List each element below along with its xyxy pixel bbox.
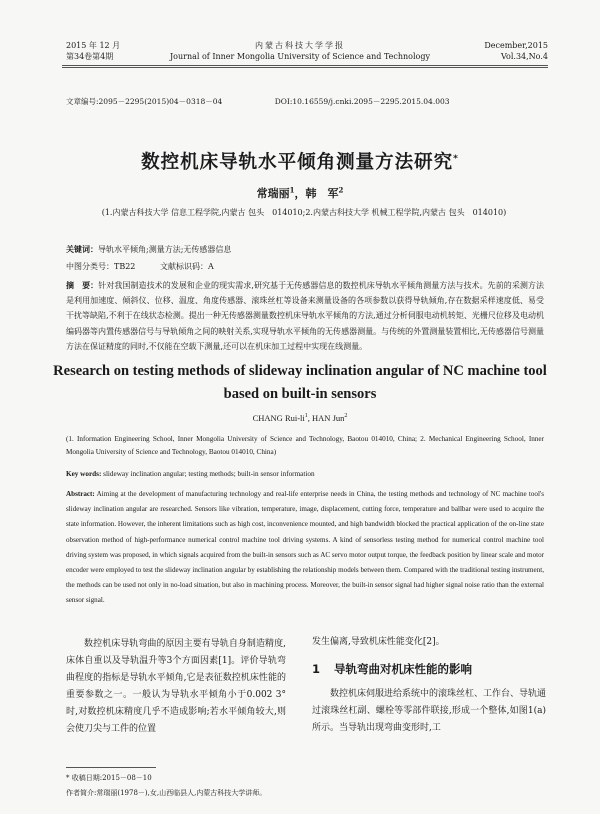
section-title: 导轨弯曲对机床性能的影响 xyxy=(334,662,472,676)
keywords-en xyxy=(66,470,544,478)
keywords-en-text: slideway inclination angular; testing methods; built-in sensor information xyxy=(103,470,315,478)
author-en-separator: , xyxy=(307,413,310,423)
header-volume: 第34卷第4期 xyxy=(66,52,114,61)
body-left-column xyxy=(66,636,286,738)
keywords-cn xyxy=(66,244,542,255)
abstract-en-text: Aiming at the development of manufacturing technology and real-life enterprise needs in China, the testing methods and technology of NC machine tool's slideway inclination angular are researched. Sensors like vibration, temperature, image, displacement, cutting force, temperature and ballbar were used to acquire the state information. However, the inherent limitations such as high cost, inconvenience mounted, and high bandwidth blocked the practical application of the on-line state observation method of high-performance numerical control machine tool driving systems. A kind of sensorless testing method for numerical control machine tool driving system was proposed, in which signals acquired from the built-in sensors such as AC servo motor output torque, the feedback position by linear scale and motor encoder were employed to test the slideway inclination angular by establishing the relationship models between them. Compared with the traditional testing instrument, the methods can be used not only in no-load situation, but also in machining process. Moreover, the built-in sensor signal had higher signal noise ratio than the external sensor signal. xyxy=(66,490,544,605)
abstract-cn-text: 针对我国制造技术的发展和企业的现实需求,研究基于无传感器信息的数控机床导轨水平倾角测量方法与技术。先前的采测方法是利用加速度、倾斜仪、位移、温度、角度传感器、滚珠丝杠等设备来测量设备的各项参数以获得导轨倾角,存在数据采样速度低、易受干扰等缺陷,不利于在线状态检测。提出一种无传感器测量数控机床导轨水平倾角的方法,通过分析伺服电动机转矩、光栅尺位移及电动机编码器等内置传感器信号与导轨倾角之间的映射关系,实现导轨水平倾角的无传感器测量。与传统的外置测量装置相比,无传感器信号测量方法在保证精度的同时,不仅能在空载下测量,还可以在机床加工过程中实现在线测量。 xyxy=(66,281,544,351)
article-meta xyxy=(66,96,542,107)
journal-name-cn: 内蒙古科技大学学报 xyxy=(255,41,345,50)
header-volume-en: Vol.34,No.4 xyxy=(501,52,548,61)
body-right-text: 数控机床伺服进给系统中的滚珠丝杠、工作台、导轨通过滚珠丝杠副、螺栓等零部件联接,形成一个整体,如图1(a)所示。当导轨出现弯曲变形时,工 xyxy=(312,689,547,733)
abstract-cn xyxy=(66,278,544,354)
doi: DOI:10.16559/j.cnki.2095－2295.2015.04.003 xyxy=(274,97,450,106)
affiliation-cn: (1.内蒙古科技大学 信息工程学院,内蒙古 包头 014010;2.内蒙古科技大学 机械工程学院,内蒙古 包头 014010) xyxy=(101,208,507,217)
header-date-en: December,2015 xyxy=(484,41,548,50)
footnote-author: 作者简介:常瑞丽(1978－),女,山西临县人,内蒙古科技大学讲师。 xyxy=(66,789,267,797)
author-cn-name: 韩 军 xyxy=(305,187,339,200)
body-right-column xyxy=(312,686,546,737)
header-rule xyxy=(62,65,548,66)
author-cn-separator: ， xyxy=(294,187,306,200)
keywords-cn-label: 关键词： xyxy=(66,244,98,254)
keywords-cn-text: 导轨水平倾角;测量方法;无传感器信息 xyxy=(98,245,232,254)
header-right xyxy=(484,40,548,62)
title-en: Research on testing methods of slideway inclination angular of NC machine tool based on built-in sensors xyxy=(53,363,547,402)
author-en-name: HAN Jun xyxy=(312,413,345,423)
body-right-top: 发生偏离,导致机床性能变化[2]。 xyxy=(312,637,445,647)
title-cn xyxy=(0,148,600,174)
clc-number: 中图分类号：TB22 xyxy=(66,262,136,271)
authors-en xyxy=(0,413,600,423)
header-date: 2015 年 12 月 xyxy=(66,41,121,50)
section-heading xyxy=(312,661,546,677)
affiliation-en: (1. Information Engineering School, Inner Mongolia University of Science and Technology, Baotou 014010, China; 2. Mechanical Engineering School, Inner Mongolia University of Science and Technology, Baotou 014010, China) xyxy=(66,435,544,456)
footnote-received: * 收稿日期:2015－08－10 xyxy=(66,774,152,782)
abstract-cn-label: 摘 要： xyxy=(66,280,99,290)
abstract-en xyxy=(66,487,544,609)
document-code: 文献标识码：A xyxy=(159,262,214,271)
author-cn-sup: 2 xyxy=(338,185,344,195)
authors-cn xyxy=(0,185,600,201)
author-en-sup: 2 xyxy=(344,413,348,420)
classification xyxy=(66,261,542,272)
footnote-rule xyxy=(66,767,156,768)
body-left-text: 数控机床导轨弯曲的原因主要有导轨自身制造精度,床体自重以及导轨温升等3个方面因素[1]。评价导轨弯曲程度的指标是导轨水平倾角,它是表征数控机床性能的重要参数之一。一般认为导轨水平倾角小于0.002 3°时,对数控机床精度几乎不造成影响;若水平倾角较大,则会使刀尖与工件的位置 xyxy=(66,639,286,734)
abstract-en-label: Abstract: xyxy=(66,490,95,498)
author-en-sup: 1 xyxy=(304,413,308,420)
keywords-en-label: Key words: xyxy=(66,470,102,478)
author-cn-sup: 1 xyxy=(289,185,295,195)
author-en-name: CHANG Rui-li xyxy=(252,413,305,423)
title-footnote-mark: * xyxy=(453,153,459,164)
header-rule-thin xyxy=(62,67,548,68)
author-cn-name: 常瑞丽 xyxy=(256,187,290,200)
article-number: 文章编号:2095－2295(2015)04－0318－04 xyxy=(66,97,223,106)
section-number: 1 xyxy=(312,662,321,676)
journal-name-en: Journal of Inner Mongolia University of Science and Technology xyxy=(169,52,431,61)
title-cn-text: 数控机床导轨水平倾角测量方法研究 xyxy=(141,152,454,173)
